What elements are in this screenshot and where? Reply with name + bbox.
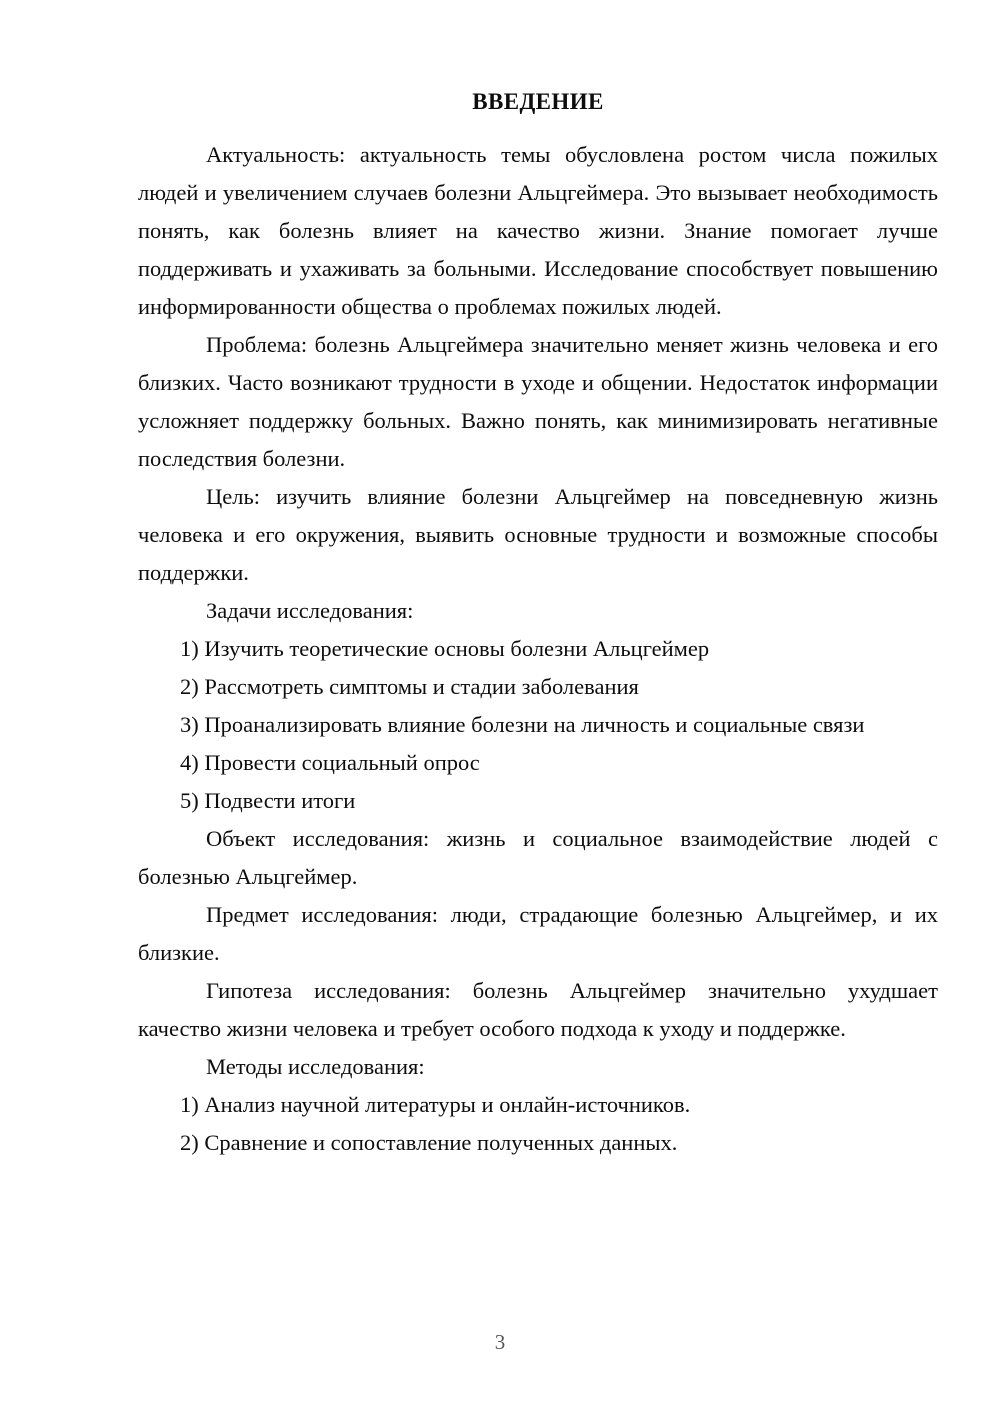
paragraph-subject: Предмет исследования: люди, страдающие болезнью Альцгеймер, и их близкие.	[138, 901, 938, 965]
list-item-task-3: 3) Проанализировать влияние болезни на личность и социальные связи	[180, 711, 865, 737]
paragraph-goal: Цель: изучить влияние болезни Альцгеймер на повседневную жизнь человека и его окружения, выявить основные трудности и возможные способы поддержки.	[138, 483, 938, 585]
list-item-method-2: 2) Сравнение и сопоставление полученных данных.	[180, 1129, 678, 1155]
paragraph-hypothesis: Гипотеза исследования: болезнь Альцгеймер значительно ухудшает качество жизни человека и требует особого подхода к уходу и поддержке.	[138, 977, 938, 1041]
paragraph-object: Объект исследования: жизнь и социальное взаимодействие людей с болезнью Альцгеймер.	[138, 825, 938, 889]
paragraph-problem: Проблема: болезнь Альцгеймера значительно меняет жизнь человека и его близких. Часто возникают трудности в уходе и общении. Недостаток информации усложняет поддержку больных. Важно понять, как минимизировать негативные последствия болезни.	[138, 331, 938, 471]
heading-tasks: Задачи исследования:	[206, 597, 414, 623]
page-number: 3	[494, 1330, 506, 1354]
paragraph-relevance: Актуальность: актуальность темы обусловлена ростом числа пожилых людей и увеличением случаев болезни Альцгеймера. Это вызывает необходимость понять, как болезнь влияет на качество жизни. Знание помогает лучше поддерживать и ухаживать за больными. Исследование способствует повышению информированности общества о проблемах пожилых людей.	[138, 141, 938, 319]
list-item-task-4: 4) Провести социальный опрос	[180, 749, 480, 775]
list-item-task-5: 5) Подвести итоги	[180, 787, 356, 813]
page-title: ВВЕДЕНИЕ	[472, 89, 604, 114]
heading-methods: Методы исследования:	[206, 1053, 425, 1079]
list-item-method-1: 1) Анализ научной литературы и онлайн-источников.	[180, 1091, 691, 1117]
list-item-task-1: 1) Изучить теоретические основы болезни Альцгеймер	[180, 635, 710, 661]
list-item-task-2: 2) Рассмотреть симптомы и стадии заболевания	[180, 673, 639, 699]
document-body	[138, 88, 938, 1162]
